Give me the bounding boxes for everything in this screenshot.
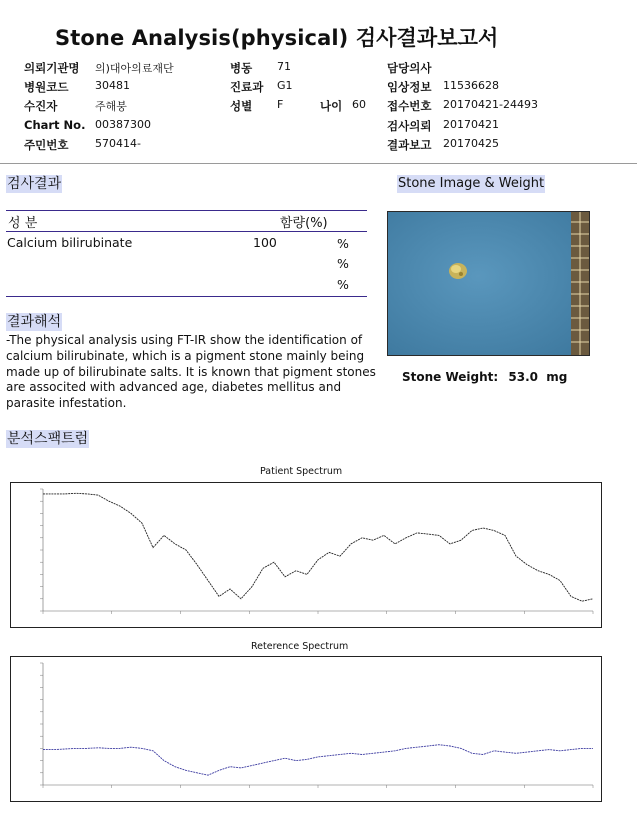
hospital-code-value: 30481 [95,79,130,92]
stone-photo [387,211,590,356]
value-row-1: 100 [253,235,277,250]
resident-no-label: 주민번호 [24,138,69,152]
clinical-info-label: 임상정보 [387,80,432,94]
age-value: 60 [352,98,366,111]
stone-photo-graphic [388,212,589,355]
resident-no-value: 570414- [95,137,141,150]
col-component-header: 성 분 [8,216,38,231]
unit-row-1: % [337,236,349,251]
table-header-rule [6,231,367,232]
reference-spectrum-svg [11,657,601,801]
result-section-title: 검사결과 [7,176,62,192]
component-row-1: Calcium bilirubinate [7,235,133,250]
reference-spectrum-title: Reterence Spectrum [251,641,349,652]
spectrum-series-line [43,493,593,601]
table-bottom-rule [6,296,367,297]
spectrum-section-title: 분석스팩트럼 [7,431,89,447]
report-date-value: 20170425 [443,137,499,150]
org-value: 의)대아의료재단 [95,62,174,75]
chart-no-label: Chart No. [24,118,86,132]
clinical-info-value: 11536628 [443,79,499,92]
stone-section-title: Stone Image & Weight [398,176,545,191]
header-divider [0,163,637,164]
patient-spectrum-title: Patient Spectrum [260,466,343,477]
table-top-rule [6,210,367,211]
department-value: G1 [277,79,293,92]
department-label: 진료과 [230,80,264,94]
interpretation-title: 결과해석 [7,314,62,330]
report-date-label: 결과보고 [387,138,432,152]
unit-row-2: % [337,256,349,271]
ward-label: 병동 [230,61,253,75]
sex-value: F [277,98,284,111]
doctor-label: 담당의사 [387,61,432,75]
stone-weight-value: 53.0 [508,370,539,384]
request-date-label: 검사의뢰 [387,119,432,133]
interpretation-text: -The physical analysis using FT-IR show the identification of calcium bilirubinate, which is a pigment stone mainly being made up of bilirubinate salts. It is known that pigment stones are associted with advanced age, diabetes mellitus and parasite infestation. [6,333,376,411]
patient-spectrum-chart [10,482,602,628]
header-info [0,0,637,160]
age-label: 나이 [320,99,343,113]
spectrum-series-line [43,745,593,776]
report-title: Stone Analysis(physical) 검사결과보고서 [55,26,499,50]
reference-spectrum-chart [10,656,602,802]
patient-label: 수진자 [24,99,58,113]
stone-icon [449,263,467,279]
hospital-code-label: 병원코드 [24,80,69,94]
patient-spectrum-svg [11,483,601,627]
receipt-no-value: 20170421-24493 [443,98,538,111]
stone-weight-label: Stone Weight: [402,370,499,384]
unit-row-3: % [337,277,349,292]
col-content-header: 함량(%) [280,216,328,231]
patient-value: 주해붕 [95,100,127,113]
sex-label: 성별 [230,99,253,113]
stone-weight-line [402,370,567,384]
request-date-value: 20170421 [443,118,499,131]
stone-weight-unit: mg [546,370,568,384]
receipt-no-label: 접수번호 [387,99,432,113]
chart-no-value: 00387300 [95,118,151,131]
ward-value: 71 [277,60,291,73]
org-label: 의뢰기관명 [24,61,80,75]
